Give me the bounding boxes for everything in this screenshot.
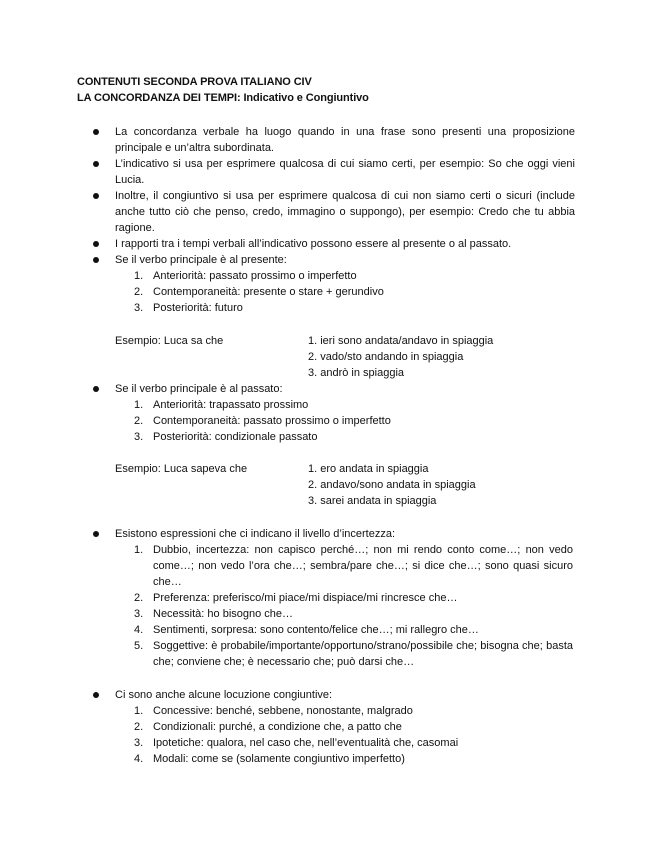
bullet-dot: [93, 241, 99, 247]
bullet-text: I rapporti tra i tempi verbali all’indicativo possono essere al presente o al passato.: [115, 238, 512, 250]
bullet-dot: [93, 193, 99, 199]
bullet-dot: [93, 257, 99, 263]
bullet-dot: [93, 531, 99, 537]
example-item: 1. ieri sono andata/andavo in spiaggia: [308, 335, 494, 347]
bullet-dot: [93, 692, 99, 698]
example-item: 1. ero andata in spiaggia: [308, 463, 429, 475]
bullet-dot: [93, 129, 99, 135]
document-subtitle: LA CONCORDANZA DEI TEMPI: Indicativo e Congiuntivo: [77, 92, 369, 104]
example-label: Esempio: Luca sapeva che: [115, 463, 248, 475]
bullet-text: Se il verbo principale è al passato:: [115, 383, 283, 395]
bullet-text: La concordanza verbale ha luogo quando in una frase sono presenti una proposizione principale e un’altra subordinata.: [115, 126, 575, 154]
bullet-dot: [93, 161, 99, 167]
document-title: CONTENUTI SECONDA PROVA ITALIANO CIV: [77, 76, 312, 88]
example-label: Esempio: Luca sa che: [115, 335, 224, 347]
bullet-text: Se il verbo principale è al presente:: [115, 254, 287, 266]
example-item: 2. andavo/sono andata in spiaggia: [308, 479, 476, 491]
document-page: CONTENUTI SECONDA PROVA ITALIANO CIV LA CONCORDANZA DEI TEMPI: Indicativo e Congiuntivo La concordanza verbale ha luogo quando in una frase sono presenti una proposizione principale e un’altra subordinata. L’indicativo si usa per esprimere qualcosa di cui siamo certi, per esempio: So che oggi vieni Lucia. Inoltre, il congiuntivo si usa per esprimere qualcosa di cui non siamo certi o sicuri (include anche tutto ciò che penso, credo, immagino o suppongo), per esempio: Credo che tu abbia ragione. I rapporti tra i tempi verbali all’indicativo possono essere al presente o al passato. Se il verbo principale è al presente: 1. Anteriorità: passato prossimo o imperfetto 2. Contemporaneità: presente o stare + gerundivo 3. Posteriorità: futuro Esempio: Luca sa che 1. ieri sono andata/andavo in spiaggia 2. vado/sto andando in spiaggia 3. andrò in spiaggia Se il verbo principale è al passato: 1. Anteriorità: trapassato prossimo 2. Contemporaneità: passato prossimo o imperfetto 3. Posteriorità: condizionale passato Esempio: Luca sapeva che 1. ero andata in spiaggia 2. andavo/sono andata in spiaggia 3. sarei andata in spiaggia Esistono espressioni che ci indicano il livello d’incertezza: 1. Dubbio, incertezza: non capisco perché…; non mi rendo conto come…; non vedo come…; non vedo l’ora che…; sembra/pare che…; si dice che…; sono quasi sicuro che… 2. Preferenza: preferisco/mi piace/mi dispiace/mi rincresce che… 3. Necessità: ho bisogno che… 4. Sentimenti, sorpresa: sono contento/felice che…; mi rallegro che… 5. Soggettive: è probabile/importante/opportuno/strano/possibile che; bisogna che; basta che; conviene che; è necessario che; può darsi che… Ci sono anche alcune locuzione congiuntive: 1. Concessive: benché, sebbene, nonostante, malgrado 2. Condizionali: purché, a condizione che, a patto che 3. Ipotetiche: qualora, nel caso che, nell’eventualità che, casomai 4. Modali: come se (solamente congiuntivo imperfetto): [77, 76, 575, 765]
bullet-text: Inoltre, il congiuntivo si usa per esprimere qualcosa di cui non siamo certi o sicuri (include anche tutto ciò che penso, credo, immagino o suppongo), per esempio: Credo che tu abbia ragione.: [115, 190, 575, 234]
bullet-dot: [93, 386, 99, 392]
example-item: 3. andrò in spiaggia: [308, 367, 405, 379]
bullet-text: Ci sono anche alcune locuzione congiuntive:: [115, 689, 333, 701]
example-item: 2. vado/sto andando in spiaggia: [308, 351, 464, 363]
example-item: 3. sarei andata in spiaggia: [308, 495, 437, 507]
bullet-text: Esistono espressioni che ci indicano il livello d’incertezza:: [115, 528, 396, 540]
bullet-text: L’indicativo si usa per esprimere qualcosa di cui siamo certi, per esempio: So che oggi vieni Lucia.: [115, 158, 575, 186]
